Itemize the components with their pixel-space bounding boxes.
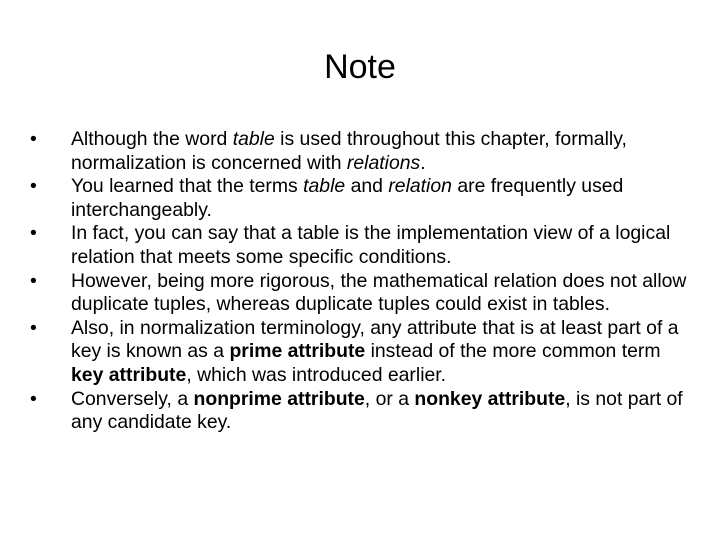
bullet-dot-icon: • — [30, 316, 37, 339]
bullet-text: , or a — [364, 387, 415, 410]
bullet-text: In fact, you can say that a table is the implementation view of a logical relation that meets some specific conditions. — [71, 222, 671, 268]
bold-term: nonkey attribute — [414, 387, 566, 410]
bullet-dot-icon: • — [30, 269, 37, 292]
italic-term: relation — [388, 175, 452, 198]
bold-term: nonprime attribute — [193, 387, 365, 410]
bullet-item — [30, 270, 690, 317]
italic-term: relations — [346, 151, 421, 174]
bold-term: key attribute — [71, 363, 187, 386]
slide-title: Note — [324, 48, 396, 86]
bullet-text: , is not part of any candidate key. — [71, 387, 683, 434]
bullet-dot-icon: • — [30, 175, 37, 198]
bullet-dot-icon: • — [30, 387, 37, 410]
bullet-text: Conversely, a — [71, 387, 194, 410]
bullet-item — [30, 222, 690, 269]
bullet-text: Although the word — [71, 128, 233, 150]
bullet-item — [30, 175, 690, 222]
bullet-item — [30, 388, 690, 435]
bullet-text: is used throughout this chapter, formally, normalization is concerned with — [71, 128, 627, 174]
bullet-item — [30, 317, 690, 388]
bullet-item — [30, 128, 690, 175]
bullet-dot-icon: • — [30, 128, 37, 150]
italic-term: table — [232, 128, 275, 150]
bullet-list — [30, 128, 690, 435]
bullet-text: Also, in normalization terminology, any attribute that is at least part of a key is known as a — [71, 316, 679, 363]
bullet-text: are frequently used interchangeably. — [71, 175, 624, 221]
bullet-text: and — [345, 175, 389, 198]
bullet-text: However, being more rigorous, the mathematical relation does not allow duplicate tuples, whereas duplicate tuples could exist in tables. — [71, 269, 687, 316]
bullet-text: instead of the more common term — [365, 340, 661, 363]
bold-term: prime attribute — [229, 340, 366, 363]
bullet-dot-icon: • — [30, 222, 37, 245]
italic-term: table — [303, 175, 346, 198]
bullet-text: , which was introduced earlier. — [186, 363, 447, 386]
bullet-text: You learned that the terms — [71, 175, 304, 198]
bullet-text: . — [420, 151, 426, 174]
